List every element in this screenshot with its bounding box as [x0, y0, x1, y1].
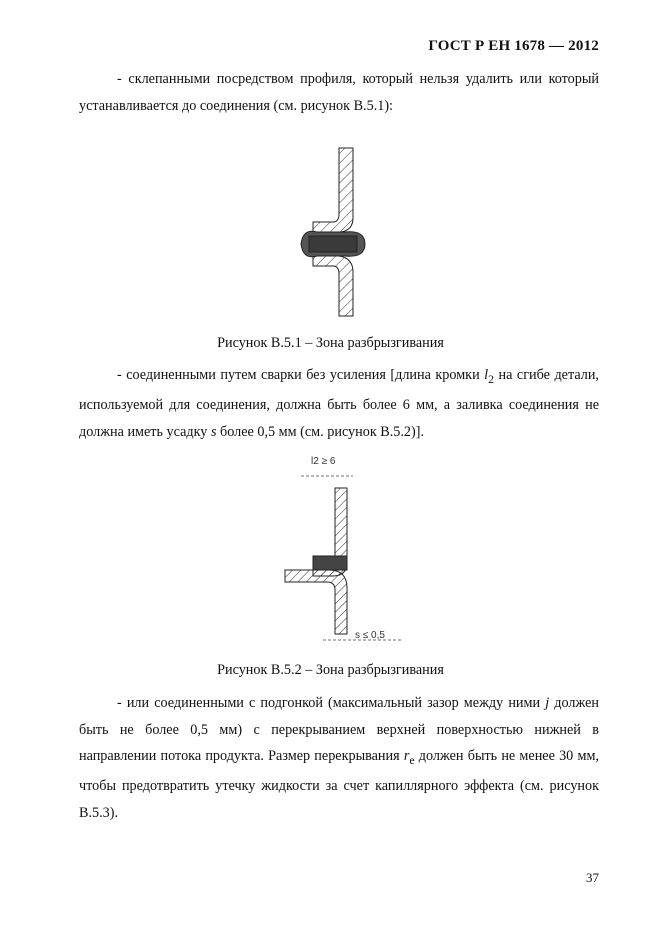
- paragraph-welded: [79, 362, 599, 445]
- dimension-s: s ≤ 0,5: [355, 630, 385, 641]
- paragraph-riveted: - склепанными посредством профиля, который нельзя удалить или который устанавливается до соединения (см. рисунок В.5.1):: [79, 71, 599, 114]
- p3-text-1: - или соединенными с подгонкой (максимальный зазор между ними: [117, 695, 546, 711]
- p2-var-l: l: [484, 367, 489, 383]
- p3-text-3: должен быть не менее 30 мм, чтобы предотвратить утечку жидкости за счет капиллярного эффекта (см. рисунок В.5.3).: [79, 748, 599, 821]
- paragraph-fitted: [79, 690, 599, 826]
- dimension-l2: l2 ≥ 6: [311, 456, 336, 467]
- p2-var-s: s: [210, 423, 217, 440]
- p2-sub-2: 2: [488, 371, 495, 386]
- p3-var-j: j: [545, 695, 550, 711]
- p2-text-2: на сгибе детали, используемой для соединения, должна быть более 6 мм, а заливка соединения не должна иметь усадку: [79, 367, 599, 440]
- figure-b52-caption: Рисунок В.5.2 – Зона разбрызгивания: [217, 662, 444, 678]
- figure-b51-drawing: [295, 148, 375, 320]
- p3-text-2: должен быть не более 0,5 мм) с перекрыванием верхней поверхностью нижней в направлении потока продукта. Размер перекрывания: [79, 695, 599, 764]
- p3-var-r: r: [403, 748, 410, 764]
- figure-b51-caption: Рисунок В.5.1 – Зона разбрызгивания: [217, 335, 444, 351]
- p3-sub-e: e: [409, 752, 415, 767]
- figure-b52-drawing: [283, 452, 413, 647]
- document-header: ГОСТ Р ЕН 1678 — 2012: [428, 38, 599, 54]
- page-number: 37: [586, 870, 599, 885]
- p2-text-1: - соединенными путем сварки без усиления [длина кромки: [117, 367, 485, 383]
- p2-text-3: более 0,5 мм (см. рисунок В.5.2)].: [216, 423, 425, 440]
